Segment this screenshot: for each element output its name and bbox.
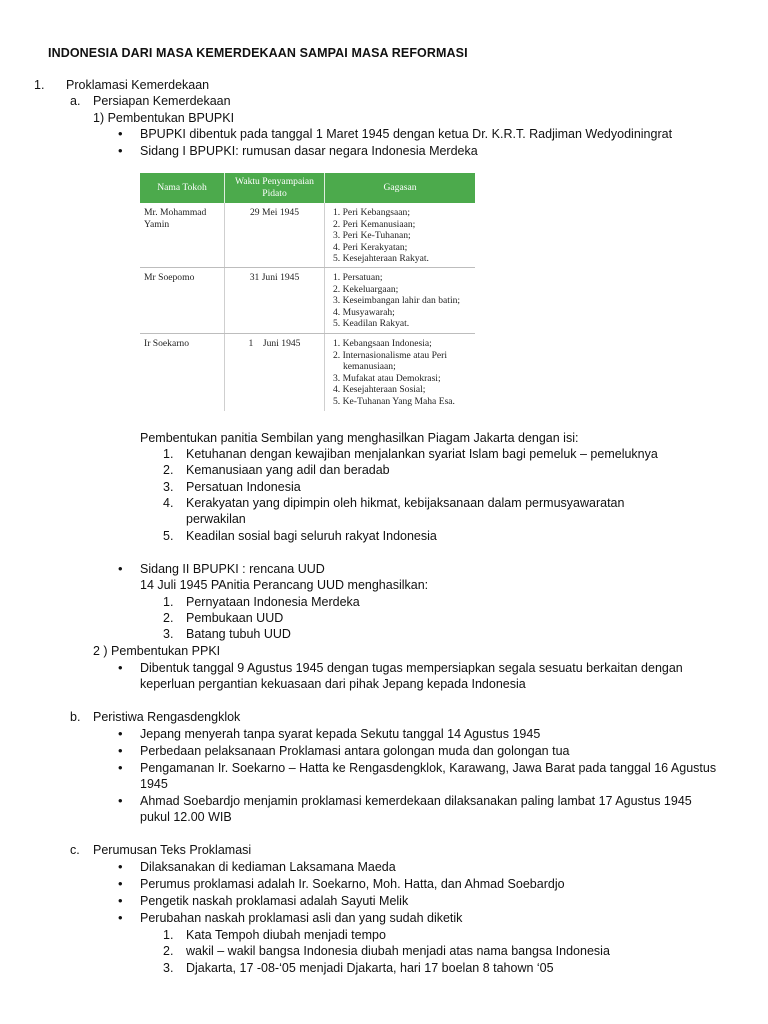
list-number: 2. bbox=[163, 944, 174, 958]
bullet-text: Sidang II BPUPKI : rencana UUD bbox=[140, 562, 325, 576]
idea-item: 5. Keadilan Rakyat. bbox=[333, 318, 410, 330]
list-number: 2. bbox=[163, 463, 174, 477]
subsection-heading: Persiapan Kemerdekaan bbox=[93, 94, 231, 108]
bullet-text: Perbedaan pelaksanaan Proklamasi antara golongan muda dan golongan tua bbox=[140, 744, 570, 758]
table-cell-name: Ir Soekarno bbox=[140, 333, 225, 411]
list-item: Batang tubuh UUD bbox=[186, 627, 291, 641]
bullet-icon: • bbox=[118, 126, 123, 141]
table-row bbox=[140, 333, 475, 411]
list-number: 2. bbox=[163, 611, 174, 625]
point-heading: 1) Pembentukan BPUPKI bbox=[93, 111, 235, 125]
table-cell-date: 1 Juni 1945 bbox=[225, 333, 325, 411]
bullet-icon: • bbox=[118, 726, 123, 741]
bullet-text: Pengamanan Ir. Soekarno – Hatta ke Rengasdengklok, Karawang, Jawa Barat pada tanggal 16 Agustus 1945 bbox=[140, 761, 717, 791]
bullet-icon: • bbox=[118, 660, 123, 675]
list-number: 1. bbox=[163, 595, 174, 609]
bullet-icon: • bbox=[118, 910, 123, 925]
table-header: Waktu Penyampaian Pidato bbox=[225, 173, 325, 203]
idea-item: 3. Keseimbangan lahir dan batin; bbox=[333, 295, 461, 307]
idea-item: 3. Peri Ke-Tuhanan; bbox=[333, 230, 411, 242]
idea-item: 1. Peri Kebangsaan; bbox=[333, 207, 410, 218]
idea-item: 3. Mufakat atau Demokrasi; bbox=[333, 372, 441, 384]
idea-item: 4. Kesejahteraan Sosial; bbox=[333, 384, 426, 396]
bullet-text: Dilaksanakan di kediaman Laksamana Maeda bbox=[140, 860, 396, 874]
bullet-text: Perumus proklamasi adalah Ir. Soekarno, Moh. Hatta, dan Ahmad Soebardjo bbox=[140, 877, 565, 891]
subsection-letter: a. bbox=[70, 94, 81, 108]
subsection-heading: Peristiwa Rengasdengklok bbox=[93, 710, 241, 724]
table-cell-date: 31 Juni 1945 bbox=[225, 267, 325, 333]
list-item: Djakarta, 17 -08-‘05 menjadi Djakarta, hari 17 boelan 8 tahown ‘05 bbox=[186, 961, 554, 975]
point-heading: 2 ) Pembentukan PPKI bbox=[93, 644, 221, 658]
table-cell-ideas bbox=[325, 203, 476, 267]
bullet-text: BPUPKI dibentuk pada tanggal 1 Maret 1945 dengan ketua Dr. K.R.T. Radjiman Wedyodiningrat bbox=[140, 127, 673, 141]
bullet-icon: • bbox=[118, 743, 123, 758]
bullet-text: Pengetik naskah proklamasi adalah Sayuti Melik bbox=[140, 894, 409, 908]
list-item: Kerakyatan yang dipimpin oleh hikmat, kebijaksanaan dalam permusyawaratan perwakilan bbox=[186, 496, 625, 526]
list-number: 3. bbox=[163, 480, 174, 494]
idea-item: 1. Kebangsaan Indonesia; bbox=[333, 337, 432, 349]
subsection-letter: c. bbox=[70, 843, 80, 857]
list-item: Pernyataan Indonesia Merdeka bbox=[186, 595, 360, 609]
table-cell-ideas bbox=[325, 267, 476, 333]
bullet-text: Dibentuk tanggal 9 Agustus 1945 dengan tugas mempersiapkan segala sesuatu berkaitan dengan keperluan pergantian kekuasaan dari pihak Jepang kepada Indonesia bbox=[140, 661, 683, 691]
list-number: 1. bbox=[163, 447, 174, 461]
list-item: Kemanusiaan yang adil dan beradab bbox=[186, 463, 390, 477]
list-number: 3. bbox=[163, 627, 174, 641]
idea-item: 4. Peri Kerakyatan; bbox=[333, 241, 408, 253]
bullet-text: Sidang I BPUPKI: rumusan dasar negara Indonesia Merdeka bbox=[140, 144, 478, 158]
list-item: Ketuhanan dengan kewajiban menjalankan syariat Islam bagi pemeluk – pemeluknya bbox=[186, 447, 658, 461]
idea-item: 1. Persatuan; bbox=[333, 271, 383, 283]
table-header: Gagasan bbox=[325, 173, 476, 203]
document-title: INDONESIA DARI MASA KEMERDEKAAN SAMPAI MASA REFORMASI bbox=[48, 46, 468, 60]
list-number: 3. bbox=[163, 961, 174, 975]
table-cell-name: Mr. Mohammad Yamin bbox=[140, 203, 225, 267]
bullet-text: Perubahan naskah proklamasi asli dan yang sudah diketik bbox=[140, 911, 463, 925]
list-number: 4. bbox=[163, 496, 174, 510]
list-item: Persatuan Indonesia bbox=[186, 480, 301, 494]
subsection-letter: b. bbox=[70, 710, 81, 724]
idea-item: 5. Ke-Tuhanan Yang Maha Esa. bbox=[333, 395, 455, 407]
list-item: Pembukaan UUD bbox=[186, 611, 284, 625]
list-item: Keadilan sosial bagi seluruh rakyat Indonesia bbox=[186, 529, 437, 543]
table-cell-ideas bbox=[325, 333, 476, 411]
panitia-intro: Pembentukan panitia Sembilan yang menghasilkan Piagam Jakarta dengan isi: bbox=[140, 431, 579, 445]
bullet-icon: • bbox=[118, 561, 123, 576]
table-header: Nama Tokoh bbox=[140, 173, 225, 203]
table-cell-date: 29 Mei 1945 bbox=[225, 203, 325, 267]
idea-item: 5. Kesejahteraan Rakyat. bbox=[333, 253, 429, 265]
bullet-icon: • bbox=[118, 760, 123, 775]
list-item: Kata Tempoh diubah menjadi tempo bbox=[186, 928, 386, 942]
bullet-text: Jepang menyerah tanpa syarat kepada Sekutu tanggal 14 Agustus 1945 bbox=[140, 727, 541, 741]
bpupki-speeches-table bbox=[140, 173, 475, 411]
bullet-text: Ahmad Soebardjo menjamin proklamasi kemerdekaan dilaksanakan paling lambat 17 Agustus 1945 pukul 12.00 WIB bbox=[140, 794, 692, 824]
idea-item: 2. Kekeluargaan; bbox=[333, 283, 399, 295]
section-number: 1. bbox=[34, 78, 45, 92]
idea-item: 4. Musyawarah; bbox=[333, 306, 395, 318]
table-row bbox=[140, 203, 475, 267]
bullet-icon: • bbox=[118, 793, 123, 808]
table-row bbox=[140, 267, 475, 333]
list-number: 1. bbox=[163, 928, 174, 942]
list-item: wakil – wakil bangsa Indonesia diubah menjadi atas nama bangsa Indonesia bbox=[186, 944, 610, 958]
bullet-subtext: 14 Juli 1945 PAnitia Perancang UUD menghasilkan: bbox=[140, 578, 429, 592]
bullet-icon: • bbox=[118, 143, 123, 158]
bullet-icon: • bbox=[118, 859, 123, 874]
list-number: 5. bbox=[163, 529, 174, 543]
subsection-heading: Perumusan Teks Proklamasi bbox=[93, 843, 252, 857]
table-cell-name: Mr Soepomo bbox=[140, 267, 225, 333]
bullet-icon: • bbox=[118, 893, 123, 908]
idea-item: 2. Peri Kemanusiaan; bbox=[333, 218, 416, 230]
bullet-icon: • bbox=[118, 876, 123, 891]
section-heading: Proklamasi Kemerdekaan bbox=[66, 78, 210, 92]
idea-item: 2. Internasionalisme atau Peri kemanusiaan; bbox=[333, 349, 448, 373]
